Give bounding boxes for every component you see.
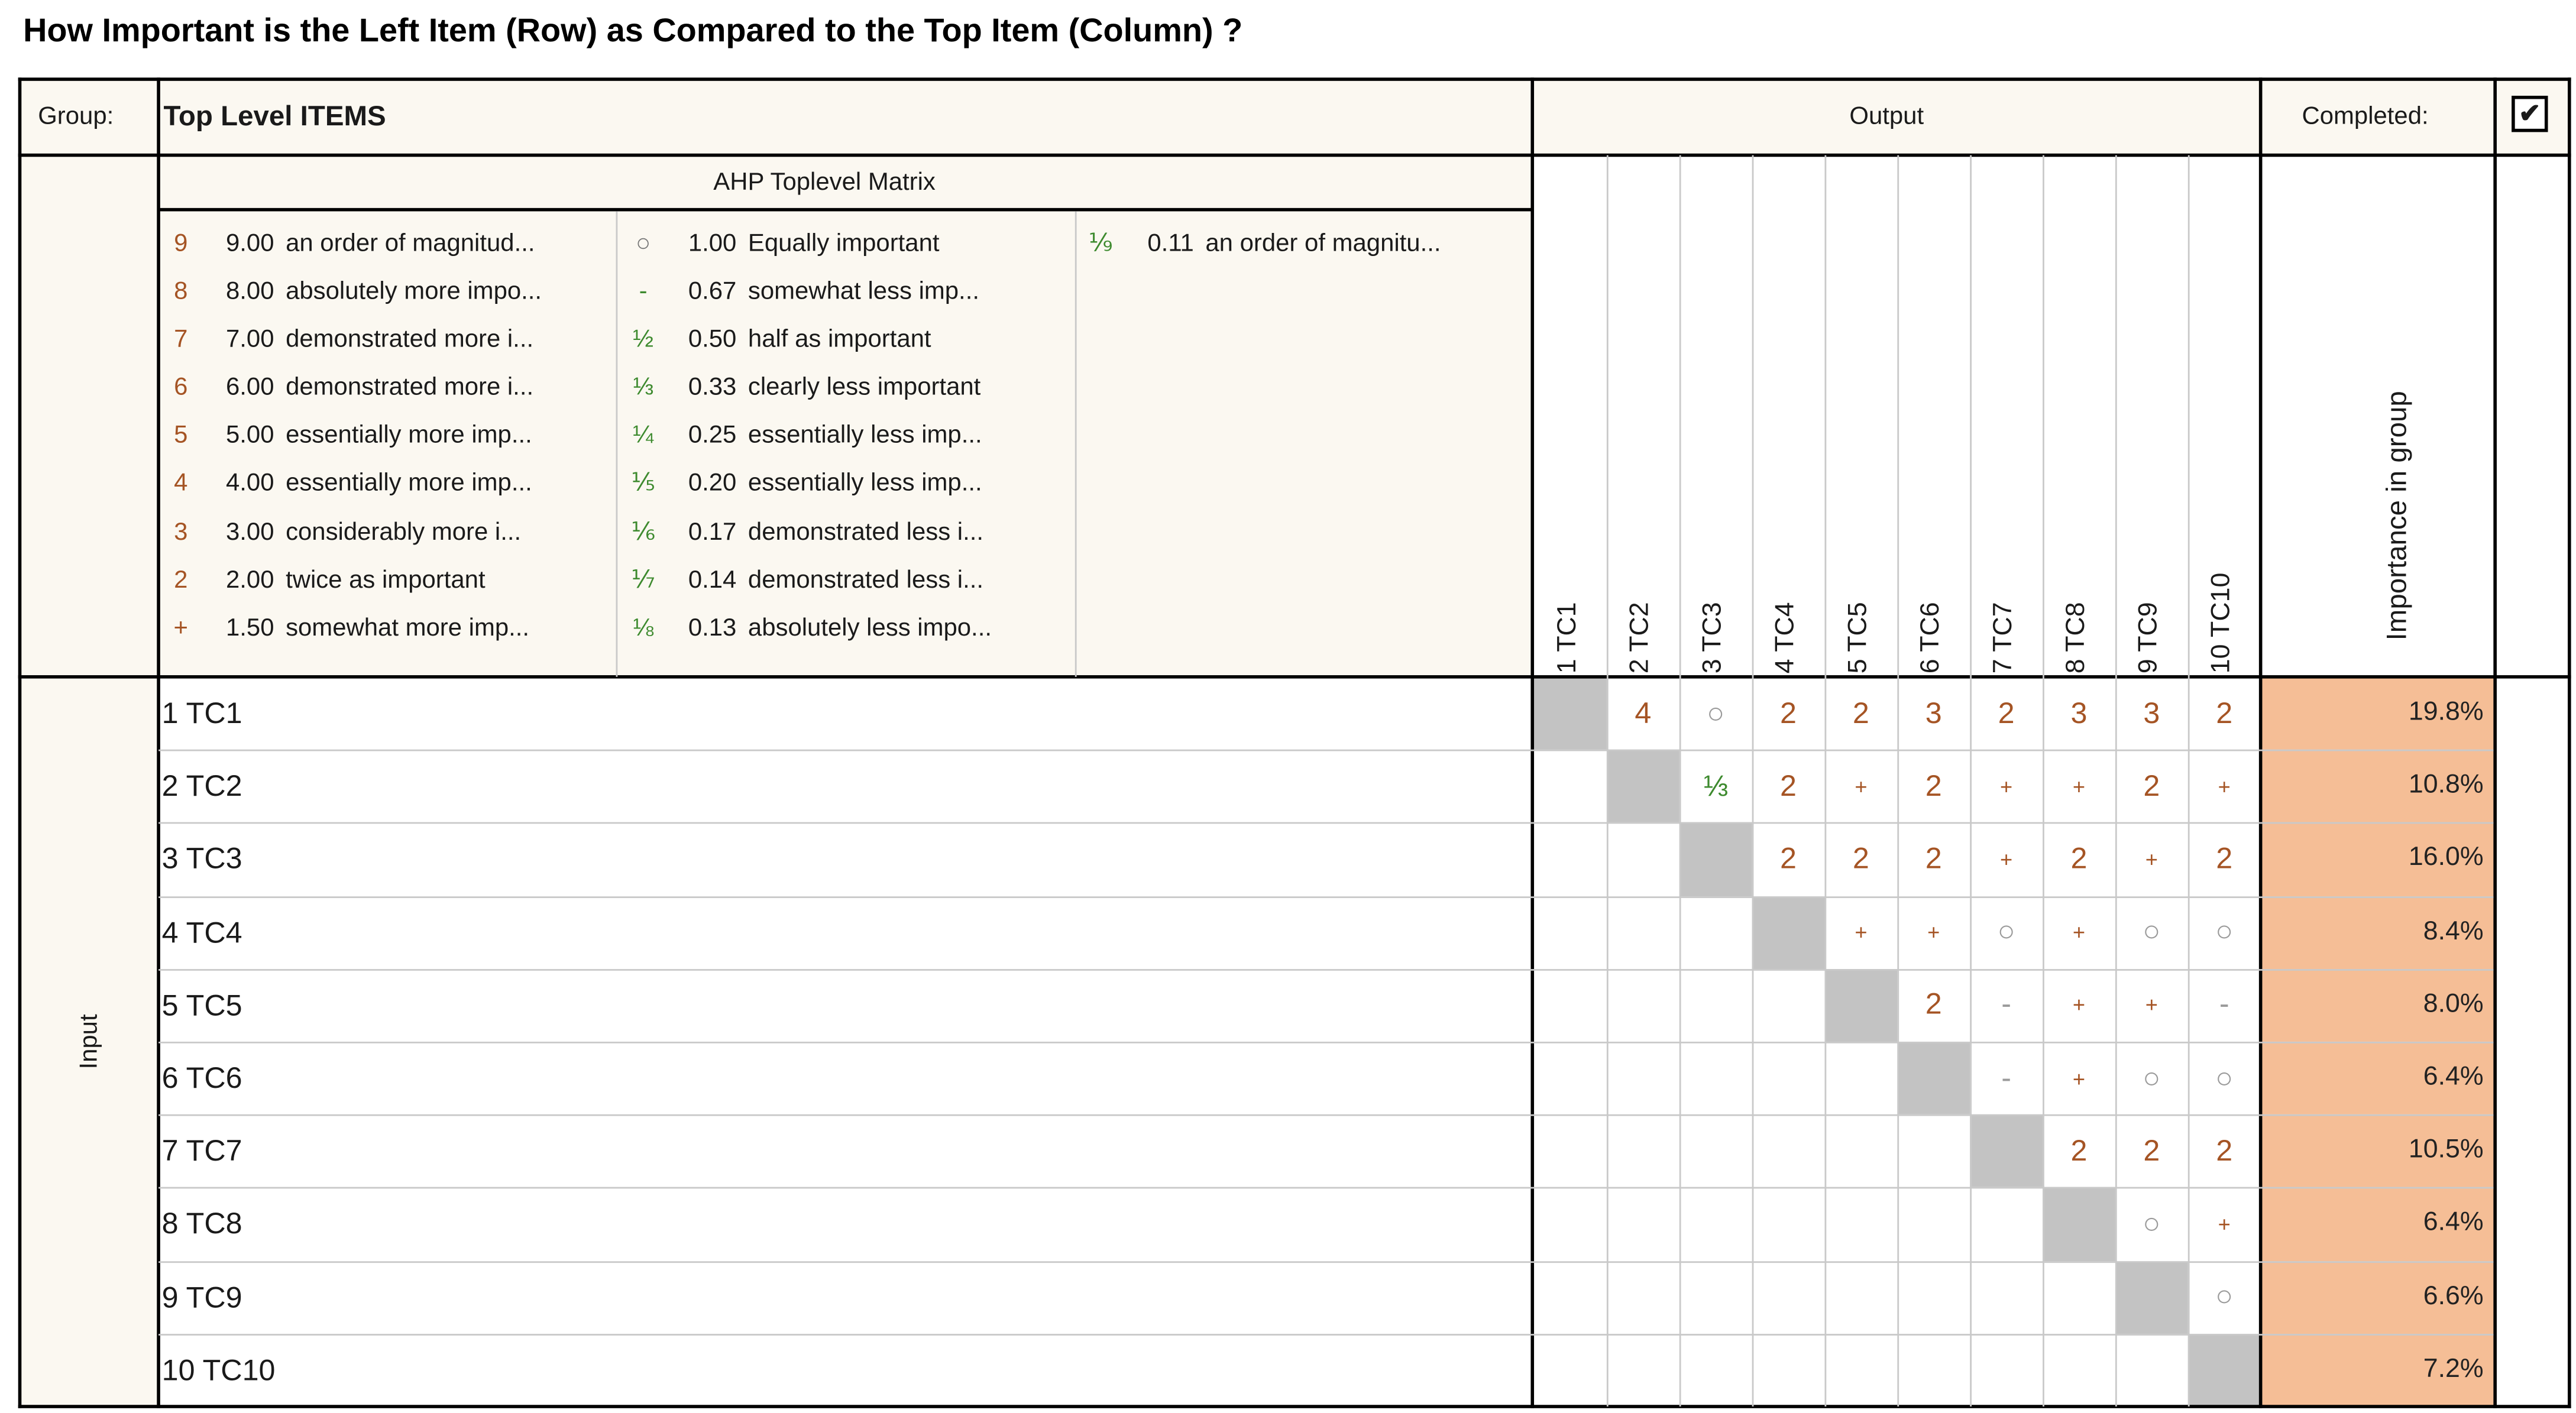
column-header-6 — [1897, 158, 1970, 677]
comparison-cell — [1970, 1334, 2043, 1406]
legend-value: 5.00 — [225, 422, 274, 450]
comparison-cell[interactable]: 2 — [2143, 1133, 2160, 1167]
comparison-cell[interactable]: ○ — [2215, 915, 2234, 948]
legend-column-least — [1083, 219, 1441, 267]
legend-divider — [1075, 211, 1077, 676]
comparison-cell[interactable]: + — [2072, 773, 2086, 799]
left-divider — [157, 77, 160, 1408]
output-divider — [1530, 77, 1534, 1408]
importance-value: 6.6% — [2262, 1260, 2493, 1333]
column-divider — [2188, 155, 2190, 1406]
comparison-cell — [1534, 896, 1607, 968]
legend-value: 0.17 — [688, 517, 737, 546]
legend-description: an order of magnitud... — [286, 229, 535, 258]
legend-value: 7.00 — [225, 325, 274, 354]
legend-description: clearly less important — [747, 373, 981, 402]
comparison-cell — [1824, 1042, 1897, 1114]
comparison-cell[interactable]: + — [2000, 847, 2013, 872]
row-label: 9 TC9 — [161, 1280, 242, 1314]
legend-value: 1.50 — [225, 614, 274, 642]
column-divider — [1752, 155, 1754, 1406]
comparison-cell — [1607, 1114, 1679, 1187]
diagonal-cell — [1824, 969, 1897, 1042]
comparison-cell[interactable]: + — [2072, 919, 2086, 945]
frame-left — [18, 77, 22, 1408]
frame-top — [18, 77, 2571, 81]
legend-item — [163, 508, 542, 556]
column-divider — [2043, 155, 2044, 1406]
legend-description: absolutely less impo... — [747, 614, 992, 642]
legend-item — [626, 316, 992, 364]
legend-symbol: ¼ — [633, 422, 654, 450]
comparison-cell — [1607, 1334, 1679, 1406]
input-corner-cell — [20, 155, 159, 676]
legend-value: 4.00 — [225, 469, 274, 498]
legend-value: 9.00 — [225, 229, 274, 258]
comparison-cell — [1607, 823, 1679, 896]
completed-checkbox[interactable] — [2512, 96, 2548, 132]
comparison-cell[interactable]: 2 — [1852, 696, 1869, 730]
legend-value: 0.11 — [1147, 229, 1194, 258]
legend-description: half as important — [747, 325, 931, 354]
diagonal-cell — [2115, 1260, 2188, 1333]
column-header-label: 3 TC3 — [1699, 602, 1727, 674]
group-label: Group: — [38, 102, 114, 131]
legend-item — [163, 316, 542, 364]
comparison-cell[interactable]: ○ — [1707, 696, 1725, 730]
comparison-cell — [1534, 1114, 1607, 1187]
comparison-cell — [1679, 1188, 1752, 1260]
column-divider — [1824, 155, 1826, 1406]
legend-symbol: ○ — [635, 229, 651, 258]
legend-description: essentially more imp... — [286, 422, 532, 450]
header-band — [20, 79, 2569, 155]
legend-description: essentially more imp... — [286, 469, 532, 498]
comparison-cell — [1607, 1042, 1679, 1114]
comparison-cell — [1607, 1188, 1679, 1260]
comparison-cell[interactable]: 2 — [2070, 842, 2088, 875]
legend-value: 0.67 — [688, 277, 737, 306]
comparison-cell — [1824, 1188, 1897, 1260]
legend-symbol: 8 — [174, 277, 188, 306]
comparison-cell[interactable]: 2 — [2070, 1133, 2088, 1167]
diagonal-cell — [1534, 677, 1607, 750]
comparison-cell[interactable]: + — [1855, 773, 1868, 799]
row-divider — [158, 1114, 2493, 1116]
importance-value: 8.4% — [2262, 896, 2493, 968]
importance-value: 8.0% — [2262, 969, 2493, 1042]
comparison-cell — [1534, 1334, 1607, 1406]
comparison-cell[interactable]: + — [2072, 993, 2086, 1018]
legend-symbol: 2 — [174, 565, 188, 594]
legend-divider — [616, 211, 618, 676]
column-header-8 — [2043, 158, 2115, 677]
legend-item — [163, 219, 542, 267]
importance-header — [2335, 158, 2427, 677]
legend-value: 3.00 — [225, 517, 274, 546]
diagonal-cell — [1607, 750, 1679, 822]
legend-description: essentially less imp... — [747, 469, 982, 498]
frame-right — [2568, 77, 2571, 1408]
comparison-cell — [1752, 1260, 1825, 1333]
row-label: 1 TC1 — [161, 696, 242, 730]
column-header-5 — [1824, 158, 1897, 677]
comparison-cell — [1679, 1334, 1752, 1406]
comparison-cell[interactable]: ○ — [2143, 1207, 2161, 1240]
comparison-cell[interactable]: - — [2001, 1061, 2012, 1094]
comparison-cell — [1824, 1114, 1897, 1187]
legend-value: 0.33 — [688, 373, 737, 402]
column-header-2 — [1607, 158, 1679, 677]
comparison-cell[interactable]: ○ — [2143, 1061, 2161, 1094]
column-header-1 — [1534, 158, 1607, 677]
comparison-cell[interactable]: 2 — [1998, 696, 2015, 730]
legend-description: demonstrated less i... — [747, 565, 984, 594]
legend-symbol: 7 — [174, 325, 188, 354]
legend-value: 0.25 — [688, 422, 737, 450]
comparison-cell — [1897, 1334, 1970, 1406]
comparison-cell — [1679, 1114, 1752, 1187]
comparison-cell — [1534, 823, 1607, 896]
comparison-cell[interactable]: 3 — [1925, 696, 1942, 730]
comparison-cell — [1607, 969, 1679, 1042]
column-header-label: 10 TC10 — [2208, 572, 2236, 674]
column-header-label: 1 TC1 — [1554, 602, 1583, 674]
column-header-label: 5 TC5 — [1844, 602, 1873, 674]
input-side-label-box — [20, 677, 159, 1406]
comparison-cell — [1534, 750, 1607, 822]
comparison-cell[interactable]: 2 — [1925, 987, 1942, 1021]
legend-item — [163, 460, 542, 508]
comparison-cell[interactable]: 2 — [2216, 1133, 2233, 1167]
legend-symbol: ⅓ — [633, 373, 654, 402]
legend-item — [626, 411, 992, 459]
legend-column-lesser — [626, 219, 992, 652]
comparison-cell — [1679, 896, 1752, 968]
row-label: 6 TC6 — [161, 1061, 242, 1095]
column-divider — [1970, 155, 1972, 1406]
row-label: 10 TC10 — [161, 1353, 276, 1386]
legend-item — [626, 219, 992, 267]
importance-divider — [2259, 77, 2263, 1408]
row-divider — [158, 750, 2493, 751]
comparison-cell — [1534, 1042, 1607, 1114]
check-icon: ✔ — [2519, 101, 2541, 129]
comparison-cell — [1679, 1042, 1752, 1114]
comparison-cell — [1679, 969, 1752, 1042]
legend-symbol: ⅛ — [633, 614, 654, 642]
comparison-cell[interactable]: 2 — [2216, 842, 2233, 875]
legend-item — [163, 604, 542, 652]
row-label: 5 TC5 — [161, 989, 242, 1022]
column-divider — [1607, 155, 1609, 1406]
legend-description: essentially less imp... — [747, 422, 982, 450]
comparison-cell[interactable]: 4 — [1635, 696, 1652, 730]
legend-item — [626, 364, 992, 411]
legend-symbol: 4 — [174, 469, 188, 498]
row-divider — [158, 823, 2493, 825]
legend-value: 2.00 — [225, 565, 274, 594]
row-label: 4 TC4 — [161, 915, 242, 949]
page-title: How Important is the Left Item (Row) as Compared to the Top Item (Column) ? — [23, 13, 1243, 50]
legend-item — [163, 411, 542, 459]
legend-symbol: - — [639, 277, 648, 306]
comparison-cell — [1679, 1260, 1752, 1333]
importance-value: 10.8% — [2262, 750, 2493, 822]
row-divider — [158, 1334, 2493, 1336]
legend-description: demonstrated less i... — [747, 517, 984, 546]
comparison-cell[interactable]: ⅓ — [1703, 769, 1729, 802]
comparison-cell[interactable]: - — [2001, 987, 2012, 1021]
row-divider — [158, 896, 2493, 897]
comparison-cell[interactable]: + — [1927, 919, 1940, 945]
comparison-cell — [1534, 1188, 1607, 1260]
legend-description: somewhat less imp... — [747, 277, 979, 306]
comparison-cell[interactable]: 2 — [2216, 696, 2233, 730]
legend-description: absolutely more impo... — [286, 277, 542, 306]
importance-value: 10.5% — [2262, 1114, 2493, 1187]
legend-symbol: 3 — [174, 517, 188, 546]
comparison-cell — [1752, 1042, 1825, 1114]
comparison-cell[interactable]: ○ — [2215, 1279, 2234, 1313]
comparison-cell[interactable]: + — [2218, 773, 2231, 799]
row-label: 8 TC8 — [161, 1207, 242, 1241]
row-divider — [158, 1260, 2493, 1262]
legend-symbol: ⅙ — [631, 517, 655, 546]
column-header-label: 2 TC2 — [1626, 602, 1655, 674]
legend-symbol: + — [173, 614, 188, 642]
comparison-cell[interactable]: + — [2000, 773, 2013, 799]
row-divider — [158, 1042, 2493, 1043]
diagonal-cell — [2043, 1188, 2115, 1260]
importance-value: 7.2% — [2262, 1334, 2493, 1406]
legend-value: 0.13 — [688, 614, 737, 642]
legend-symbol: ⅑ — [1088, 229, 1113, 258]
diagonal-cell — [1897, 1042, 1970, 1114]
diagonal-cell — [1752, 896, 1825, 968]
row-divider — [158, 969, 2493, 971]
comparison-cell — [1752, 1114, 1825, 1187]
comparison-cell[interactable]: - — [2219, 987, 2229, 1021]
comparison-cell[interactable]: 2 — [1780, 696, 1797, 730]
legend-symbol: 6 — [174, 373, 188, 402]
column-header-4 — [1752, 158, 1825, 677]
column-divider — [1679, 155, 1681, 1406]
matrix-title-divider — [158, 208, 1532, 212]
legend-value: 0.20 — [688, 469, 737, 498]
column-header-3 — [1679, 158, 1752, 677]
output-label: Output — [1849, 102, 1924, 131]
row-label: 2 TC2 — [161, 769, 242, 803]
legend-item — [626, 604, 992, 652]
legend-value: 8.00 — [225, 277, 274, 306]
importance-value: 19.8% — [2262, 677, 2493, 750]
comparison-cell[interactable]: ○ — [2215, 1061, 2234, 1094]
legend-item — [163, 556, 542, 604]
row-label: 7 TC7 — [161, 1134, 242, 1168]
comparison-cell — [1824, 1334, 1897, 1406]
comparison-cell[interactable]: + — [2072, 1065, 2086, 1091]
comparison-cell[interactable]: 2 — [1780, 769, 1797, 802]
column-header-label: 7 TC7 — [1989, 602, 2018, 674]
comparison-cell — [1970, 1188, 2043, 1260]
comparison-cell — [1752, 1188, 1825, 1260]
comparison-cell — [1970, 1260, 2043, 1333]
column-header-label: 4 TC4 — [1772, 602, 1800, 674]
legend-symbol: ⅕ — [631, 469, 655, 498]
legend-description: demonstrated more i... — [286, 373, 534, 402]
legend-symbol: ⅐ — [631, 565, 655, 594]
importance-header-label: Importance in group — [2381, 391, 2413, 641]
legend-value: 6.00 — [225, 373, 274, 402]
comparison-cell — [2115, 1334, 2188, 1406]
column-divider — [2115, 155, 2117, 1406]
comparison-cell[interactable]: ○ — [1997, 915, 2015, 948]
legend-item — [1083, 219, 1441, 267]
input-side-label: Input — [75, 1014, 103, 1070]
comparison-cell[interactable]: + — [1855, 919, 1868, 945]
legend-item — [163, 364, 542, 411]
legend-symbol: 5 — [174, 422, 188, 450]
legend-item — [626, 556, 992, 604]
comparison-cell — [2043, 1334, 2115, 1406]
comparison-cell[interactable]: 2 — [1925, 769, 1942, 802]
comparison-cell[interactable]: 2 — [1780, 842, 1797, 875]
legend-description: an order of magnitu... — [1205, 229, 1441, 258]
group-name[interactable]: Top Level ITEMS — [163, 101, 386, 132]
comparison-cell — [1752, 1334, 1825, 1406]
legend-item — [626, 460, 992, 508]
importance-value: 6.4% — [2262, 1188, 2493, 1260]
comparison-cell[interactable]: + — [2218, 1211, 2231, 1237]
comparison-cell — [1534, 969, 1607, 1042]
legend-symbol: 9 — [174, 229, 188, 258]
diagonal-cell — [1970, 1114, 2043, 1187]
row-label: 3 TC3 — [161, 842, 242, 876]
comparison-cell — [1897, 1260, 1970, 1333]
importance-value: 16.0% — [2262, 823, 2493, 896]
legend-value: 1.00 — [688, 229, 737, 258]
legend-item — [626, 268, 992, 316]
legend-value: 0.14 — [688, 565, 737, 594]
legend-description: considerably more i... — [286, 517, 522, 546]
row-divider — [158, 1188, 2493, 1190]
importance-value: 6.4% — [2262, 1042, 2493, 1114]
legend-value: 0.50 — [688, 325, 737, 354]
column-header-7 — [1970, 158, 2043, 677]
diagonal-cell — [2188, 1334, 2261, 1406]
comparison-cell — [1534, 1260, 1607, 1333]
column-header-10 — [2188, 158, 2261, 677]
matrix-title: AHP Toplevel Matrix — [713, 168, 936, 197]
comparison-cell[interactable]: 3 — [2070, 696, 2088, 730]
legend-description: demonstrated more i... — [286, 325, 534, 354]
comparison-cell[interactable]: 2 — [1852, 842, 1869, 875]
column-header-label: 6 TC6 — [1917, 602, 1946, 674]
comparison-cell — [1824, 1260, 1897, 1333]
completed-label: Completed: — [2302, 102, 2429, 131]
comparison-cell — [2043, 1260, 2115, 1333]
column-header-label: 9 TC9 — [2135, 602, 2163, 674]
column-header-label: 8 TC8 — [2062, 602, 2091, 674]
legend-description: twice as important — [286, 565, 486, 594]
column-divider — [1897, 155, 1899, 1406]
legend-item — [626, 508, 992, 556]
comparison-cell — [1897, 1188, 1970, 1260]
comparison-cell[interactable]: 2 — [2143, 769, 2160, 802]
legend-description: somewhat more imp... — [286, 614, 530, 642]
comparison-cell — [1752, 969, 1825, 1042]
comparison-cell[interactable]: + — [2145, 847, 2158, 872]
comparison-cell[interactable]: + — [2145, 993, 2158, 1018]
column-header-9 — [2115, 158, 2188, 677]
legend-column-greater — [163, 219, 542, 652]
legend-item — [163, 268, 542, 316]
comparison-cell — [1607, 896, 1679, 968]
comparison-cell — [1897, 1114, 1970, 1187]
comparison-cell — [1607, 1260, 1679, 1333]
diagonal-cell — [1679, 823, 1752, 896]
completed-divider — [2493, 77, 2497, 1408]
comparison-cell[interactable]: 2 — [1925, 842, 1942, 875]
comparison-cell[interactable]: ○ — [2143, 915, 2161, 948]
legend-description: Equally important — [747, 229, 940, 258]
comparison-cell[interactable]: 3 — [2143, 696, 2160, 730]
legend-symbol: ½ — [633, 325, 654, 354]
